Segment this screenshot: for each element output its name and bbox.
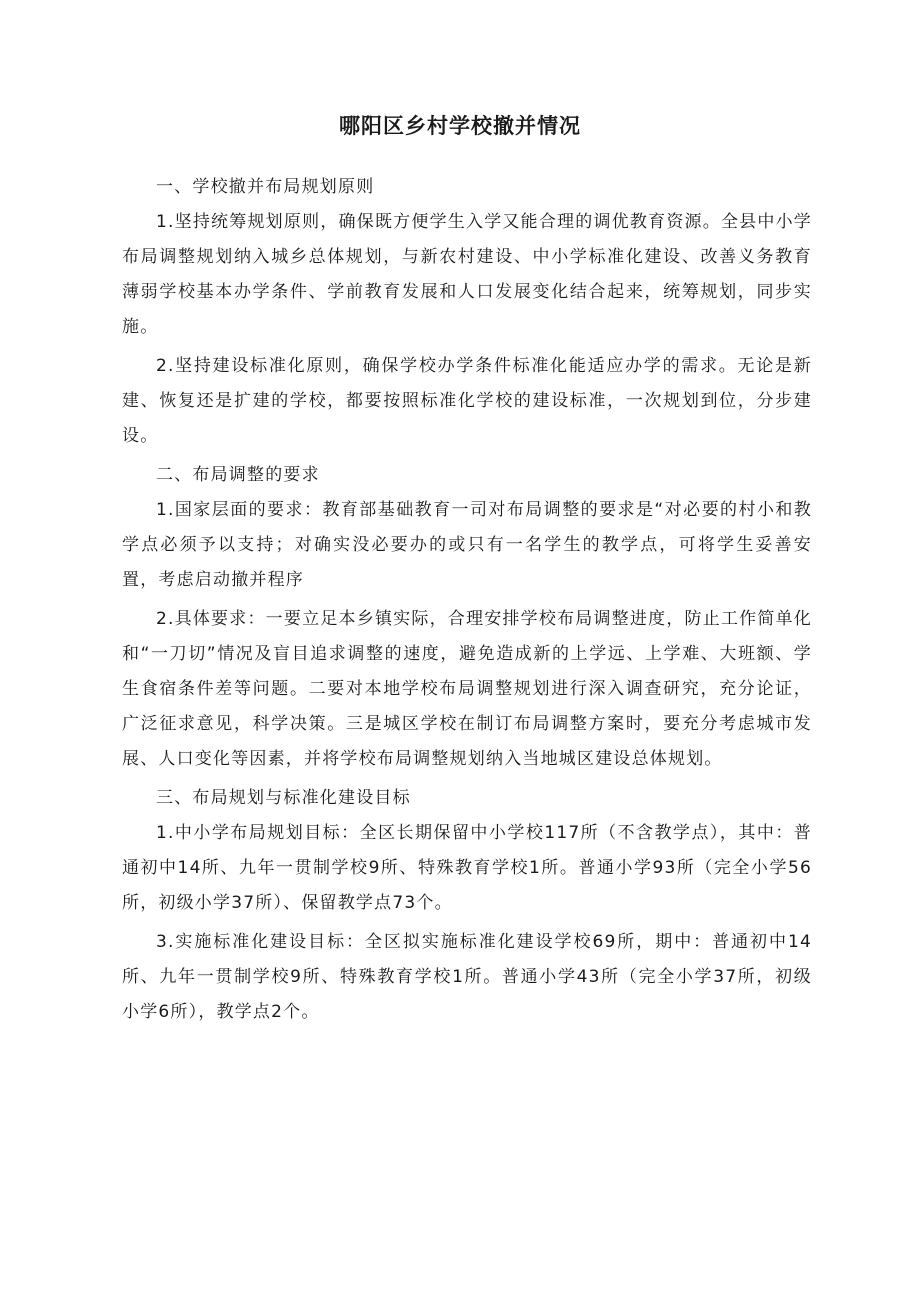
- paragraph-1-2: 2.坚持建设标准化原则，确保学校办学条件标准化能适应办学的需求。无论是新建、恢复还是扩建的学校，都要按照标准化学校的建设标准，一次规划到位，分步建设。: [122, 356, 812, 446]
- section-heading-1: 一、学校撤并布局规划原则: [156, 177, 375, 197]
- document-title: 哪阳区乡村学校撤并情况: [339, 114, 581, 138]
- section-heading-2: 二、布局调整的要求: [156, 465, 320, 485]
- document-body: [122, 170, 812, 1034]
- paragraph-3-1: 1.中小学布局规划目标：全区长期保留中小学校117所（不含教学点），其中：普通初中14所、九年一贯制学校9所、特殊教育学校1所。普通小学93所（完全小学56所，初级小学37所）、保留教学点73个。: [122, 823, 812, 913]
- section-heading-3: 三、布局规划与标准化建设目标: [156, 788, 411, 808]
- paragraph-1-1: 1.坚持统筹规划原则，确保既方便学生入学又能合理的调优教育资源。全县中小学布局调整规划纳入城乡总体规划，与新农村建设、中小学标准化建设、改善义务教育薄弱学校基本办学条件、学前教育发展和人口发展变化结合起来，统筹规划，同步实施。: [122, 212, 812, 337]
- paragraph-2-2: 2.具体要求：一要立足本乡镇实际，合理安排学校布局调整进度，防止工作简单化和“一刀切”情况及盲目追求调整的速度，避免造成新的上学远、上学难、大班额、学生食宿条件差等问题。二要对本地学校布局调整规划进行深入调查研究，充分论证，广泛征求意见，科学决策。三是城区学校在制订布局调整方案时，要充分考虑城市发展、人口变化等因素，并将学校布局调整规划纳入当地城区建设总体规划。: [122, 609, 812, 769]
- paragraph-2-1: 1.国家层面的要求：教育部基础教育一司对布局调整的要求是“对必要的村小和教学点必须予以支持；对确实没必要办的或只有一名学生的教学点，可将学生妥善安置，考虑启动撤并程序: [122, 500, 812, 590]
- paragraph-3-3: 3.实施标准化建设目标：全区拟实施标准化建设学校69所，期中：普通初中14所、九年一贯制学校9所、特殊教育学校1所。普通小学43所（完全小学37所，初级小学6所），教学点2个。: [122, 932, 812, 1022]
